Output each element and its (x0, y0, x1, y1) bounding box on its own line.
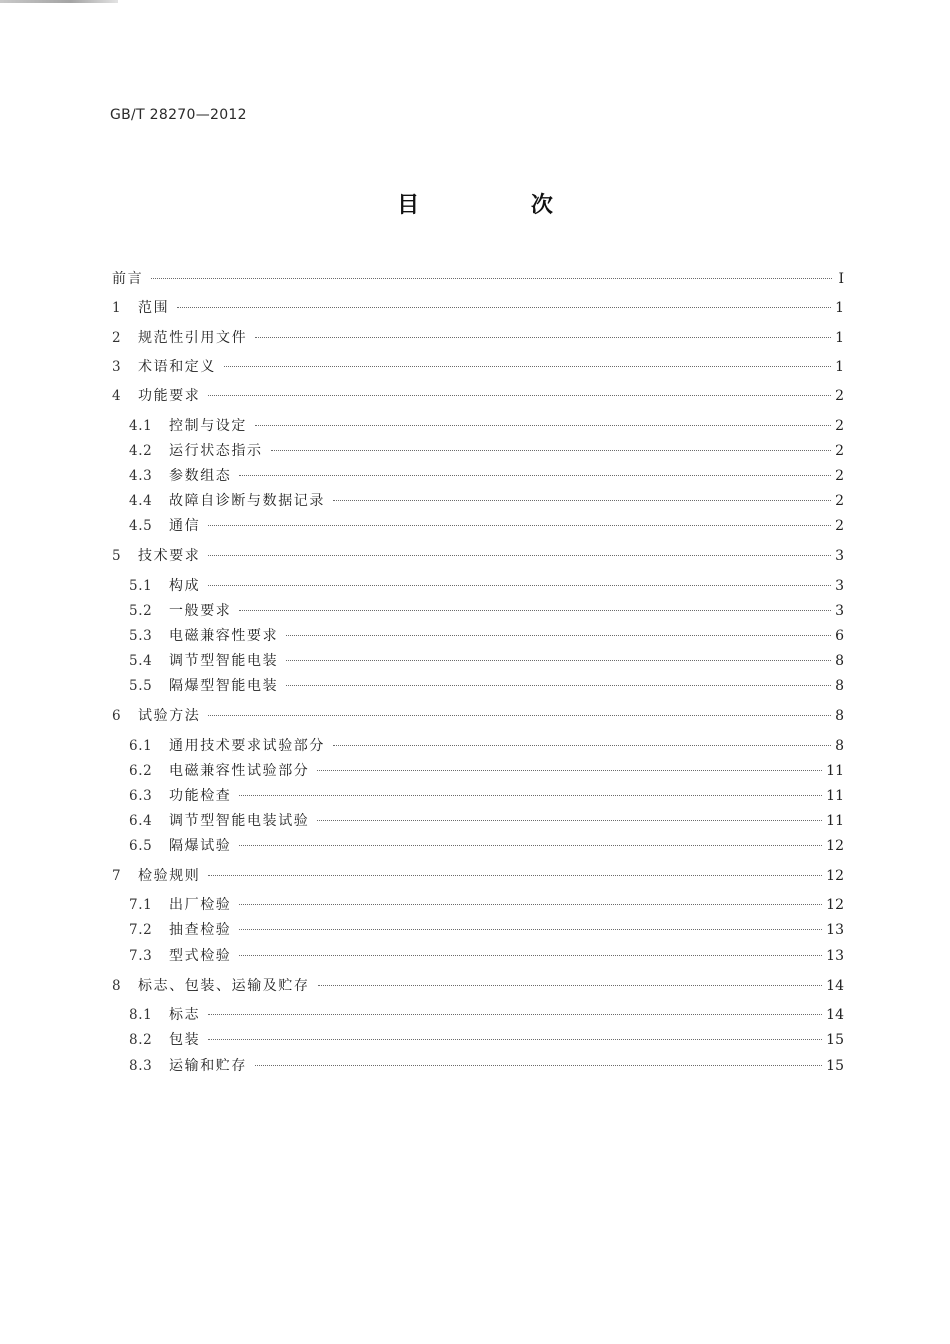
toc-entry-number: 8.2 (129, 1032, 153, 1048)
toc-entry-title: 运输和贮存 (169, 1058, 247, 1074)
toc-entry-number: 4 (112, 388, 121, 404)
toc-entry-number: 5.5 (129, 678, 153, 694)
toc-entry[interactable] (129, 920, 844, 940)
toc-entry[interactable] (112, 976, 844, 996)
toc-entry-title: 技术要求 (138, 548, 201, 564)
toc-dot-leader (239, 610, 831, 611)
toc-entry-title: 通用技术要求试验部分 (169, 738, 325, 754)
toc-entry-title: 标志、包装、运输及贮存 (138, 978, 310, 994)
toc-entry[interactable] (112, 386, 844, 406)
toc-entry-title: 调节型智能电装试验 (169, 813, 310, 829)
toc-entry-page: 13 (826, 922, 844, 938)
toc-dot-leader (239, 955, 822, 956)
toc-entry-page: 2 (835, 443, 844, 459)
toc-entry[interactable] (129, 1056, 844, 1076)
toc-entry-number: 5.3 (129, 628, 153, 644)
toc-entry-number: 7.1 (129, 897, 153, 913)
toc-dot-leader (255, 1065, 822, 1066)
toc-dot-leader (208, 585, 831, 586)
toc-entry-title: 故障自诊断与数据记录 (169, 493, 325, 509)
toc-entry-title: 功能检查 (169, 788, 232, 804)
toc-entry-number: 8 (112, 978, 121, 994)
toc-entry-number: 5.2 (129, 603, 153, 619)
toc-dot-leader (208, 395, 831, 396)
toc-entry-title: 型式检验 (169, 948, 232, 964)
toc-entry-page: 1 (835, 359, 844, 375)
toc-entry-title: 出厂检验 (169, 897, 232, 913)
toc-dot-leader (239, 475, 831, 476)
toc-entry[interactable] (129, 786, 844, 806)
toc-entry-page: 11 (826, 763, 844, 779)
toc-entry-page: 12 (826, 897, 844, 913)
toc-entry-page: 3 (835, 603, 844, 619)
toc-dot-leader (151, 278, 832, 279)
toc-entry[interactable] (112, 269, 844, 289)
toc-entry-number: 4.4 (129, 493, 153, 509)
toc-entry-page: 14 (826, 1007, 844, 1023)
toc-dot-leader (208, 555, 831, 556)
toc-entry-number: 5.1 (129, 578, 153, 594)
toc-entry[interactable] (129, 736, 844, 756)
toc-title: 目 次 (397, 193, 605, 218)
toc-entry[interactable] (129, 601, 844, 621)
toc-entry-number: 6.3 (129, 788, 153, 804)
toc-dot-leader (317, 770, 822, 771)
toc-entry-title: 调节型智能电装 (169, 653, 279, 669)
toc-entry-title: 术语和定义 (138, 359, 216, 375)
toc-entry-title: 检验规则 (138, 868, 201, 884)
toc-entry[interactable] (129, 761, 844, 781)
toc-dot-leader (333, 745, 831, 746)
toc-entry-page: 2 (835, 518, 844, 534)
toc-dot-leader (224, 366, 831, 367)
toc-entry-page: 6 (835, 628, 844, 644)
toc-entry-page: 2 (835, 388, 844, 404)
toc-dot-leader (317, 820, 822, 821)
toc-entry[interactable] (112, 706, 844, 726)
toc-entry[interactable] (112, 866, 844, 886)
toc-entry-page: 12 (826, 838, 844, 854)
toc-dot-leader (239, 845, 822, 846)
toc-entry-page: Ⅰ (838, 271, 844, 287)
toc-entry-number: 4.3 (129, 468, 153, 484)
toc-entry[interactable] (129, 441, 844, 461)
toc-entry-number: 8.1 (129, 1007, 153, 1023)
toc-dot-leader (333, 500, 831, 501)
toc-dot-leader (271, 450, 831, 451)
scan-edge-mark (0, 0, 118, 3)
toc-entry-number: 4.5 (129, 518, 153, 534)
toc-entry[interactable] (129, 516, 844, 536)
toc-dot-leader (286, 685, 831, 686)
toc-entry-number: 5.4 (129, 653, 153, 669)
toc-entry-number: 6.2 (129, 763, 153, 779)
toc-entry[interactable] (129, 491, 844, 511)
toc-entry-title: 参数组态 (169, 468, 232, 484)
toc-entry-page: 1 (835, 330, 844, 346)
toc-entry-page: 1 (835, 300, 844, 316)
toc-entry-number: 7.2 (129, 922, 153, 938)
toc-entry[interactable] (112, 328, 844, 348)
toc-entry-page: 8 (835, 653, 844, 669)
toc-entry-number: 7 (112, 868, 121, 884)
toc-entry-page: 3 (835, 578, 844, 594)
toc-entry-number: 6.1 (129, 738, 153, 754)
toc-entry-title: 范围 (138, 300, 170, 316)
toc-dot-leader (239, 904, 822, 905)
toc-entry-title: 功能要求 (138, 388, 201, 404)
toc-entry[interactable] (129, 416, 844, 436)
toc-entry-title: 电磁兼容性试验部分 (169, 763, 310, 779)
toc-entry-number: 6.5 (129, 838, 153, 854)
toc-entry-page: 8 (835, 738, 844, 754)
toc-entry-title: 隔爆型智能电装 (169, 678, 279, 694)
toc-entry[interactable] (129, 676, 844, 696)
toc-dot-leader (208, 1014, 822, 1015)
toc-entry-page: 2 (835, 493, 844, 509)
toc-entry[interactable] (112, 546, 844, 566)
toc-entry[interactable] (129, 811, 844, 831)
toc-entry[interactable] (129, 576, 844, 596)
toc-dot-leader (239, 929, 822, 930)
toc-entry-number: 2 (112, 330, 121, 346)
toc-entry[interactable] (129, 1005, 844, 1025)
toc-entry-title: 构成 (169, 578, 201, 594)
toc-entry-title: 通信 (169, 518, 201, 534)
toc-entry-page: 15 (826, 1058, 844, 1074)
toc-entry-title: 运行状态指示 (169, 443, 263, 459)
toc-entry[interactable] (129, 626, 844, 646)
toc-entry-page: 2 (835, 468, 844, 484)
toc-dot-leader (239, 795, 822, 796)
toc-dot-leader (208, 1039, 822, 1040)
toc-entry-title: 控制与设定 (169, 418, 247, 434)
toc-entry[interactable] (129, 1030, 844, 1050)
toc-entry-number: 4.2 (129, 443, 153, 459)
toc-entry-number: 1 (112, 300, 121, 316)
toc-entry-page: 13 (826, 948, 844, 964)
toc-entry[interactable] (129, 946, 844, 966)
toc-entry-title: 试验方法 (138, 708, 201, 724)
toc-entry[interactable] (129, 836, 844, 856)
toc-entry[interactable] (129, 651, 844, 671)
toc-dot-leader (318, 985, 823, 986)
toc-entry-number: 5 (112, 548, 121, 564)
toc-entry-title: 抽查检验 (169, 922, 232, 938)
toc-entry-title: 前言 (112, 271, 144, 287)
toc-entry-page: 8 (835, 678, 844, 694)
toc-entry[interactable] (129, 895, 844, 915)
toc-entry-page: 8 (835, 708, 844, 724)
toc-dot-leader (286, 660, 831, 661)
toc-entry-page: 14 (826, 978, 844, 994)
toc-entry-title: 规范性引用文件 (138, 330, 248, 346)
toc-entry-title: 电磁兼容性要求 (169, 628, 279, 644)
toc-entry-title: 包装 (169, 1032, 201, 1048)
toc-entry[interactable] (112, 357, 844, 377)
toc-dot-leader (177, 307, 831, 308)
toc-entry-number: 3 (112, 359, 121, 375)
toc-dot-leader (286, 635, 831, 636)
toc-dot-leader (208, 875, 822, 876)
toc-entry-page: 3 (835, 548, 844, 564)
toc-entry-number: 4.1 (129, 418, 153, 434)
toc-entry-page: 11 (826, 813, 844, 829)
toc-entry-title: 标志 (169, 1007, 201, 1023)
toc-entry-number: 6 (112, 708, 121, 724)
toc-entry[interactable] (112, 298, 844, 318)
toc-entry-title: 隔爆试验 (169, 838, 232, 854)
toc-entry-page: 11 (826, 788, 844, 804)
toc-dot-leader (208, 525, 831, 526)
toc-entry-page: 12 (826, 868, 844, 884)
document-code: GB/T 28270—2012 (110, 107, 247, 123)
toc-entry-number: 6.4 (129, 813, 153, 829)
toc-dot-leader (208, 715, 831, 716)
toc-entry[interactable] (129, 466, 844, 486)
toc-entry-page: 15 (826, 1032, 844, 1048)
toc-entry-number: 7.3 (129, 948, 153, 964)
toc-dot-leader (255, 337, 831, 338)
toc-dot-leader (255, 425, 831, 426)
toc-entry-title: 一般要求 (169, 603, 232, 619)
toc-entry-page: 2 (835, 418, 844, 434)
toc-entry-number: 8.3 (129, 1058, 153, 1074)
